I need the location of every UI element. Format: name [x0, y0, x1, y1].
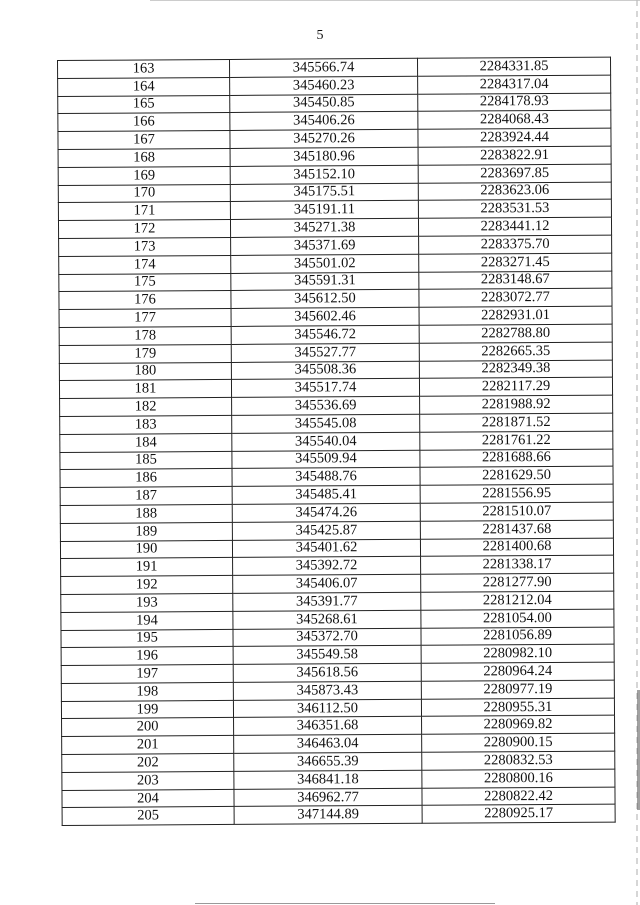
y-coordinate-cell: 2280964.24: [421, 662, 614, 681]
x-coordinate-cell: 345485.41: [232, 485, 420, 504]
point-number-cell: 190: [60, 540, 232, 559]
y-coordinate-cell: 2281629.50: [420, 466, 613, 485]
point-number-cell: 185: [60, 451, 232, 470]
x-coordinate-cell: 345152.10: [230, 165, 418, 184]
coordinates-table-body: [58, 57, 616, 826]
y-coordinate-cell: 2282665.35: [419, 342, 612, 361]
point-number-cell: 168: [58, 148, 230, 167]
point-number-cell: 181: [59, 380, 231, 399]
y-coordinate-cell: 2283924.44: [418, 128, 611, 147]
point-number-cell: 180: [59, 362, 231, 381]
y-coordinate-cell: 2282788.80: [419, 324, 612, 343]
x-coordinate-cell: 345391.77: [233, 592, 421, 611]
page-number: 5: [316, 28, 324, 43]
x-coordinate-cell: 345371.69: [231, 236, 419, 255]
y-coordinate-cell: 2281761.22: [420, 431, 613, 450]
x-coordinate-cell: 345392.72: [233, 557, 421, 576]
x-coordinate-cell: 345546.72: [231, 325, 419, 344]
x-coordinate-cell: 346841.18: [234, 770, 422, 789]
y-coordinate-cell: 2281338.17: [421, 555, 614, 574]
x-coordinate-cell: 345618.56: [233, 663, 421, 682]
y-coordinate-cell: 2283623.06: [418, 182, 611, 201]
scan-artifact-bottom: [195, 903, 495, 904]
x-coordinate-cell: 345460.23: [230, 76, 418, 95]
y-coordinate-cell: 2280925.17: [422, 805, 615, 824]
x-coordinate-cell: 345517.74: [231, 379, 419, 398]
y-coordinate-cell: 2280977.19: [421, 680, 614, 699]
x-coordinate-cell: 347144.89: [234, 806, 422, 825]
y-coordinate-cell: 2284317.04: [418, 75, 611, 94]
y-coordinate-cell: 2283441.12: [418, 217, 611, 236]
x-coordinate-cell: 346351.68: [234, 717, 422, 736]
point-number-cell: 198: [61, 682, 233, 701]
point-number-cell: 166: [58, 113, 230, 132]
x-coordinate-cell: 345450.85: [230, 94, 418, 113]
y-coordinate-cell: 2283271.45: [419, 253, 612, 272]
point-number-cell: 165: [58, 95, 230, 114]
point-number-cell: 205: [62, 807, 234, 826]
x-coordinate-cell: 345406.07: [233, 574, 421, 593]
y-coordinate-cell: 2283697.85: [418, 164, 611, 183]
point-number-cell: 172: [58, 220, 230, 239]
x-coordinate-cell: 345549.58: [233, 646, 421, 665]
point-number-cell: 200: [62, 718, 234, 737]
point-number-cell: 174: [59, 255, 231, 274]
point-number-cell: 199: [61, 700, 233, 719]
point-number-cell: 178: [59, 326, 231, 345]
x-coordinate-cell: 345501.02: [231, 254, 419, 273]
point-number-cell: 183: [60, 415, 232, 434]
x-coordinate-cell: 345527.77: [231, 343, 419, 362]
y-coordinate-cell: 2280955.31: [421, 698, 614, 717]
x-coordinate-cell: 345536.69: [232, 396, 420, 415]
y-coordinate-cell: 2283822.91: [418, 146, 611, 165]
point-number-cell: 170: [58, 184, 230, 203]
y-coordinate-cell: 2280969.82: [422, 716, 615, 735]
point-number-cell: 177: [59, 309, 231, 328]
y-coordinate-cell: 2283148.67: [419, 271, 612, 290]
point-number-cell: 193: [61, 593, 233, 612]
x-coordinate-cell: 345180.96: [230, 147, 418, 166]
point-number-cell: 188: [60, 504, 232, 523]
x-coordinate-cell: 346655.39: [234, 752, 422, 771]
point-number-cell: 191: [61, 558, 233, 577]
y-coordinate-cell: 2280900.15: [422, 733, 615, 752]
x-coordinate-cell: 345540.04: [232, 432, 420, 451]
y-coordinate-cell: 2281871.52: [420, 413, 613, 432]
y-coordinate-cell: 2281277.90: [421, 573, 614, 592]
x-coordinate-cell: 345488.76: [232, 468, 420, 487]
point-number-cell: 204: [62, 789, 234, 808]
point-number-cell: 194: [61, 611, 233, 630]
x-coordinate-cell: 346962.77: [234, 788, 422, 807]
x-coordinate-cell: 346463.04: [234, 735, 422, 754]
x-coordinate-cell: 345406.26: [230, 112, 418, 131]
point-number-cell: 201: [62, 736, 234, 755]
y-coordinate-cell: 2284331.85: [417, 57, 610, 76]
y-coordinate-cell: 2281688.66: [420, 449, 613, 468]
x-coordinate-cell: 345401.62: [232, 539, 420, 558]
y-coordinate-cell: 2280832.53: [422, 751, 615, 770]
point-number-cell: 202: [62, 754, 234, 773]
x-coordinate-cell: 345474.26: [232, 503, 420, 522]
x-coordinate-cell: 345270.26: [230, 129, 418, 148]
point-number-cell: 182: [60, 398, 232, 417]
point-number-cell: 203: [62, 771, 234, 790]
point-number-cell: 196: [61, 647, 233, 666]
coordinates-table: [57, 57, 616, 827]
point-number-cell: 195: [61, 629, 233, 648]
y-coordinate-cell: 2281212.04: [421, 591, 614, 610]
x-coordinate-cell: 345268.61: [233, 610, 421, 629]
x-coordinate-cell: 345602.46: [231, 307, 419, 326]
y-coordinate-cell: 2280982.10: [421, 644, 614, 663]
point-number-cell: 163: [58, 59, 230, 78]
y-coordinate-cell: 2282931.01: [419, 306, 612, 325]
x-coordinate-cell: 345591.31: [231, 272, 419, 291]
scan-artifact-top: [150, 0, 640, 1]
point-number-cell: 192: [61, 576, 233, 595]
x-coordinate-cell: 345566.74: [229, 58, 417, 77]
point-number-cell: 164: [58, 77, 230, 96]
point-number-cell: 184: [60, 433, 232, 452]
y-coordinate-cell: 2281556.95: [420, 484, 613, 503]
y-coordinate-cell: 2284068.43: [418, 111, 611, 130]
y-coordinate-cell: 2281437.68: [420, 520, 613, 539]
x-coordinate-cell: 345873.43: [233, 681, 421, 700]
x-coordinate-cell: 345372.70: [233, 628, 421, 647]
y-coordinate-cell: 2282117.29: [419, 377, 612, 396]
y-coordinate-cell: 2283531.53: [418, 199, 611, 218]
x-coordinate-cell: 345175.51: [230, 183, 418, 202]
table-row: [62, 805, 615, 826]
y-coordinate-cell: 2282349.38: [419, 360, 612, 379]
point-number-cell: 179: [59, 344, 231, 363]
y-coordinate-cell: 2283375.70: [419, 235, 612, 254]
y-coordinate-cell: 2283072.77: [419, 288, 612, 307]
y-coordinate-cell: 2281056.89: [421, 627, 614, 646]
point-number-cell: 171: [58, 202, 230, 221]
x-coordinate-cell: 345508.36: [231, 361, 419, 380]
point-number-cell: 189: [60, 522, 232, 541]
y-coordinate-cell: 2280800.16: [422, 769, 615, 788]
point-number-cell: 187: [60, 487, 232, 506]
point-number-cell: 176: [59, 291, 231, 310]
y-coordinate-cell: 2281988.92: [420, 395, 613, 414]
point-number-cell: 197: [61, 665, 233, 684]
y-coordinate-cell: 2284178.93: [418, 93, 611, 112]
x-coordinate-cell: 345271.38: [230, 218, 418, 237]
x-coordinate-cell: 345425.87: [232, 521, 420, 540]
x-coordinate-cell: 345545.08: [232, 414, 420, 433]
x-coordinate-cell: 345612.50: [231, 290, 419, 309]
x-coordinate-cell: 345191.11: [230, 201, 418, 220]
point-number-cell: 175: [59, 273, 231, 292]
y-coordinate-cell: 2281510.07: [420, 502, 613, 521]
y-coordinate-cell: 2281054.00: [421, 609, 614, 628]
point-number-cell: 173: [59, 237, 231, 256]
point-number-cell: 167: [58, 131, 230, 150]
x-coordinate-cell: 346112.50: [233, 699, 421, 718]
point-number-cell: 169: [58, 166, 230, 185]
x-coordinate-cell: 345509.94: [232, 450, 420, 469]
point-number-cell: 186: [60, 469, 232, 488]
y-coordinate-cell: 2281400.68: [420, 538, 613, 557]
y-coordinate-cell: 2280822.42: [422, 787, 615, 806]
